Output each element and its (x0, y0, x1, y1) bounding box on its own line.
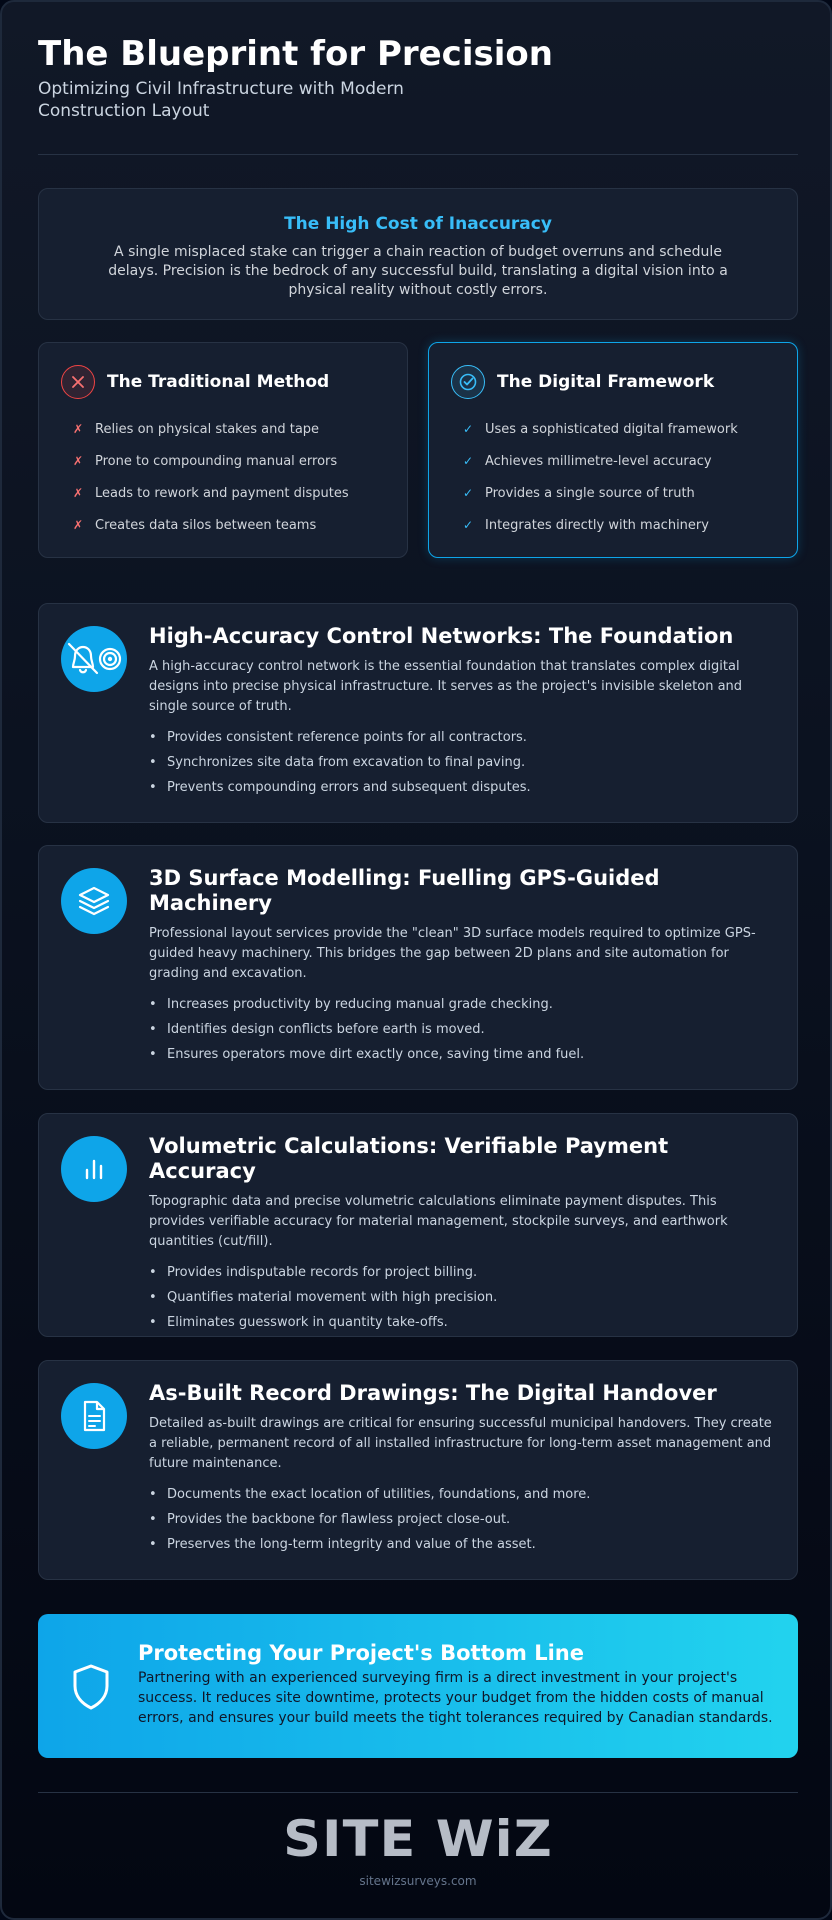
feature-bullets (149, 1482, 775, 1557)
check-mark-icon: ✓ (463, 518, 474, 532)
feature-card-volumetric (38, 1113, 798, 1337)
feature-text: Detailed as-built drawings are critical for ensuring successful municipal handovers. They create a reliable, permanent record of all installed infrastructure for long-term asset management and future maintenance. (149, 1416, 772, 1471)
traditional-title: The Traditional Method (107, 372, 330, 392)
page-subtitle: Optimizing Civil Infrastructure with Modern Construction Layout (38, 79, 404, 121)
cross-mark-icon: ✗ (73, 518, 84, 532)
cross-mark-icon: ✗ (73, 454, 84, 468)
list-item: • Provides indisputable records for project billing. (149, 1260, 775, 1285)
feature-card-control-networks (38, 603, 798, 823)
document-icon (61, 1383, 127, 1449)
intro-text: A single misplaced stake can trigger a chain reaction of budget overruns and schedule delays. Precision is the bedrock of any successful build, translating a digital vision into a physical reality without costly errors. (108, 244, 728, 298)
check-mark-icon: ✓ (463, 422, 474, 436)
digital-framework-card (428, 342, 798, 558)
footer (38, 1810, 798, 1888)
list-item: • Identifies design conflicts before earth is moved. (149, 1017, 775, 1042)
digital-list (451, 413, 775, 541)
feature-bullets (149, 1260, 775, 1335)
check-mark-icon: ✓ (463, 454, 474, 468)
feature-title: 3D Surface Modelling: Fuelling GPS-Guided Machinery (149, 866, 660, 915)
feature-card-surface-modelling (38, 845, 798, 1090)
list-item: • Documents the exact location of utilities, foundations, and more. (149, 1482, 775, 1507)
bar-chart-icon (61, 1136, 127, 1202)
check-mark-icon: ✓ (463, 486, 474, 500)
footer-divider (38, 1792, 798, 1793)
shield-icon (68, 1662, 114, 1712)
digital-title: The Digital Framework (497, 372, 715, 392)
banner-title: Protecting Your Project's Bottom Line (138, 1641, 585, 1665)
list-item: ✓ Uses a sophisticated digital framework (463, 421, 738, 437)
list-item: ✓ Integrates directly with machinery (463, 517, 709, 533)
list-item: ✗ Relies on physical stakes and tape (73, 421, 320, 437)
feature-title: High-Accuracy Control Networks: The Foundation (149, 624, 734, 648)
cross-mark-icon: ✗ (73, 486, 84, 500)
cross-mark-icon: ✗ (73, 422, 84, 436)
check-circle-icon (451, 365, 485, 399)
feature-card-as-built (38, 1360, 798, 1580)
site-wiz-logo: SITE WiZ (283, 1810, 553, 1868)
layers-icon (61, 868, 127, 934)
list-item: • Eliminates guesswork in quantity take-offs. (149, 1310, 775, 1335)
list-item: • Quantifies material movement with high precision. (149, 1285, 775, 1310)
x-circle-icon (61, 365, 95, 399)
banner-text: Partnering with an experienced surveying firm is a direct investment in your project's success. It reduces site downtime, protects your budget from the hidden costs of manual errors, and ensures your build meets the tight tolerances required by Canadian standards. (138, 1670, 773, 1726)
list-item: ✗ Prone to compounding manual errors (73, 453, 338, 469)
intro-title: The High Cost of Inaccuracy (284, 214, 552, 234)
header (38, 32, 798, 122)
list-item: • Provides consistent reference points for all contractors. (149, 725, 775, 750)
list-item: • Preserves the long-term integrity and value of the asset. (149, 1532, 775, 1557)
list-item: ✗ Leads to rework and payment disputes (73, 485, 349, 501)
header-divider (38, 154, 798, 155)
list-item: • Increases productivity by reducing manual grade checking. (149, 992, 775, 1017)
list-item: ✓ Achieves millimetre-level accuracy (463, 453, 712, 469)
feature-bullets (149, 725, 775, 800)
website-link[interactable]: sitewizsurveys.com (359, 1874, 477, 1888)
feature-bullets (149, 992, 775, 1067)
feature-text: A high-accuracy control network is the essential foundation that translates complex digital designs into precise physical infrastructure. It serves as the project's invisible skeleton and single source of truth. (149, 659, 743, 714)
feature-title: Volumetric Calculations: Verifiable Payment Accuracy (149, 1134, 669, 1183)
list-item: • Provides the backbone for flawless project close-out. (149, 1507, 775, 1532)
feature-title: As-Built Record Drawings: The Digital Handover (149, 1381, 717, 1405)
page-title: The Blueprint for Precision (38, 34, 553, 74)
list-item: • Ensures operators move dirt exactly once, saving time and fuel. (149, 1042, 775, 1067)
traditional-list (61, 413, 385, 541)
traditional-method-card (38, 342, 408, 558)
intro-card (38, 188, 798, 320)
list-item: ✓ Provides a single source of truth (463, 485, 695, 501)
list-item: • Prevents compounding errors and subsequent disputes. (149, 775, 775, 800)
feature-text: Professional layout services provide the "clean" 3D surface models required to optimize GPS-guided heavy machinery. This bridges the gap between 2D plans and site automation for grading and excavation. (149, 926, 756, 981)
feature-text: Topographic data and precise volumetric calculations eliminate payment disputes. This provides verifiable accuracy for material management, stockpile surveys, and earthwork quantities (cut/fill). (149, 1194, 728, 1249)
list-item: ✗ Creates data silos between teams (73, 517, 317, 533)
bottom-line-banner (38, 1614, 798, 1758)
bell-off-target-icon (61, 626, 127, 692)
list-item: • Synchronizes site data from excavation to final paving. (149, 750, 775, 775)
